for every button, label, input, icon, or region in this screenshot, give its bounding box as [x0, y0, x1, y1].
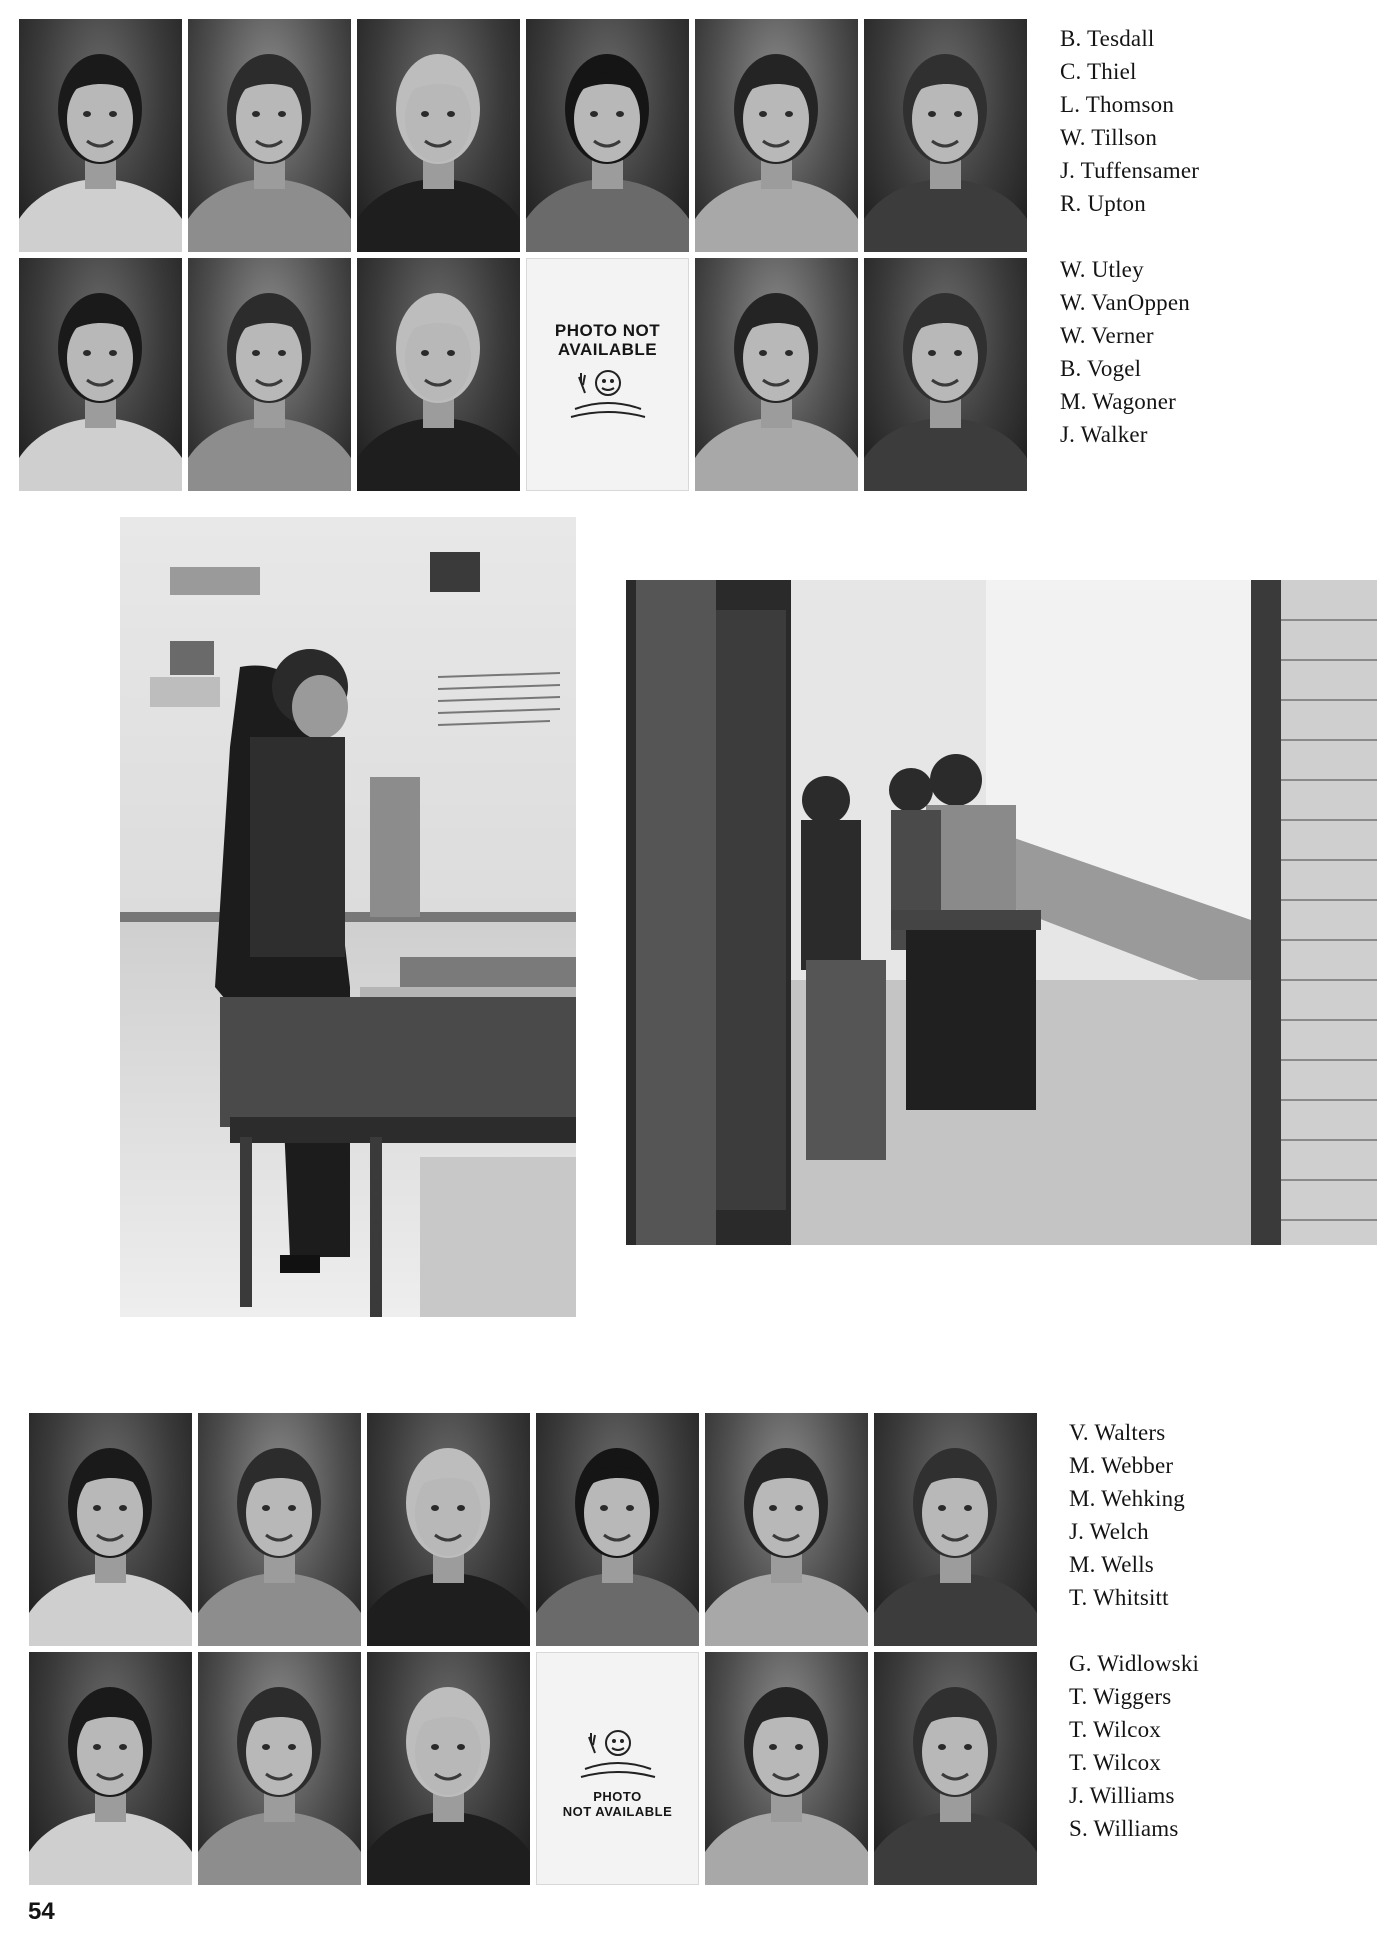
bottom-name-list [1069, 1416, 1199, 1845]
top-names-row1 [1060, 22, 1199, 220]
bottom-portrait-grid [29, 1413, 1037, 1885]
photo-not-available-label: PHOTO NOT AVAILABLE [562, 1788, 673, 1819]
portrait-image [705, 1413, 868, 1646]
student-name: M. Wells [1069, 1552, 1154, 1577]
photo-not-available-label: PHOTO NOT AVAILABLE [554, 320, 661, 359]
student-name: B. Tesdall [1060, 26, 1155, 51]
student-name: T. Wilcox [1069, 1717, 1162, 1742]
cartoon-figure-icon [573, 1719, 663, 1789]
top-student-portrait [19, 258, 182, 491]
bottom-student-portrait [29, 1652, 192, 1885]
student-name: M. Wagoner [1060, 389, 1176, 414]
bottom-student-portrait [874, 1652, 1037, 1885]
bottom-student-portrait [367, 1413, 530, 1646]
student-name: W. VanOppen [1060, 290, 1190, 315]
student-name: R. Upton [1060, 191, 1146, 216]
portrait-image [526, 19, 689, 252]
student-name: L. Thomson [1060, 92, 1175, 117]
portrait-image [874, 1652, 1037, 1885]
top-photo-not-available [526, 258, 689, 491]
student-name: W. Tillson [1060, 125, 1158, 150]
portrait-image [695, 258, 858, 491]
portrait-image [198, 1652, 361, 1885]
top-student-portrait [188, 19, 351, 252]
cartoon-figure-icon [563, 359, 653, 429]
bottom-student-portrait [536, 1413, 699, 1646]
student-name: W. Verner [1060, 323, 1154, 348]
portrait-image [19, 19, 182, 252]
portrait-image [188, 19, 351, 252]
top-student-portrait [864, 19, 1027, 252]
student-name: T. Whitsitt [1069, 1585, 1169, 1610]
portrait-image [874, 1413, 1037, 1646]
portrait-image [188, 258, 351, 491]
student-name: W. Utley [1060, 257, 1144, 282]
top-student-portrait [19, 19, 182, 252]
bottom-student-portrait [874, 1413, 1037, 1646]
portrait-image [367, 1413, 530, 1646]
portrait-image [19, 258, 182, 491]
portrait-image [29, 1652, 192, 1885]
top-student-portrait [357, 19, 520, 252]
top-portrait-grid [19, 19, 1027, 491]
top-student-portrait [695, 19, 858, 252]
portrait-image [367, 1652, 530, 1885]
bottom-names-row2 [1069, 1647, 1199, 1845]
student-name: M. Webber [1069, 1453, 1174, 1478]
portrait-image [695, 19, 858, 252]
student-name: M. Wehking [1069, 1486, 1186, 1511]
bottom-student-portrait [705, 1413, 868, 1646]
student-name: S. Williams [1069, 1816, 1179, 1841]
bottom-names-row1 [1069, 1416, 1199, 1614]
portrait-image [357, 258, 520, 491]
portrait-image [29, 1413, 192, 1646]
portrait-image [705, 1652, 868, 1885]
top-student-portrait [357, 258, 520, 491]
top-student-portrait [188, 258, 351, 491]
portrait-image [198, 1413, 361, 1646]
bottom-student-portrait [198, 1413, 361, 1646]
student-name: G. Widlowski [1069, 1651, 1200, 1676]
classroom-doorway-image [626, 580, 1377, 1245]
top-student-portrait [695, 258, 858, 491]
top-name-list [1060, 22, 1199, 451]
student-name: B. Vogel [1060, 356, 1142, 381]
student-name: J. Welch [1069, 1519, 1149, 1544]
student-name: J. Walker [1060, 422, 1148, 447]
portrait-image [536, 1413, 699, 1646]
portrait-image [864, 19, 1027, 252]
page-number: 54 [28, 1898, 55, 1925]
student-name: J. Tuffensamer [1060, 158, 1200, 183]
top-names-row2 [1060, 253, 1199, 451]
bottom-student-portrait [198, 1652, 361, 1885]
top-student-portrait [864, 258, 1027, 491]
bottom-student-portrait [29, 1413, 192, 1646]
bottom-photo-not-available [536, 1652, 699, 1885]
classroom-doorway-photo [626, 580, 1377, 1245]
student-name: C. Thiel [1060, 59, 1137, 84]
student-name: V. Walters [1069, 1420, 1166, 1445]
student-name: T. Wilcox [1069, 1750, 1162, 1775]
student-name: T. Wiggers [1069, 1684, 1172, 1709]
student-name: J. Williams [1069, 1783, 1175, 1808]
portrait-image [864, 258, 1027, 491]
student-at-table-image [120, 517, 576, 1317]
portrait-image [357, 19, 520, 252]
bottom-student-portrait [705, 1652, 868, 1885]
bottom-student-portrait [367, 1652, 530, 1885]
top-student-portrait [526, 19, 689, 252]
student-at-table-photo [120, 517, 576, 1317]
